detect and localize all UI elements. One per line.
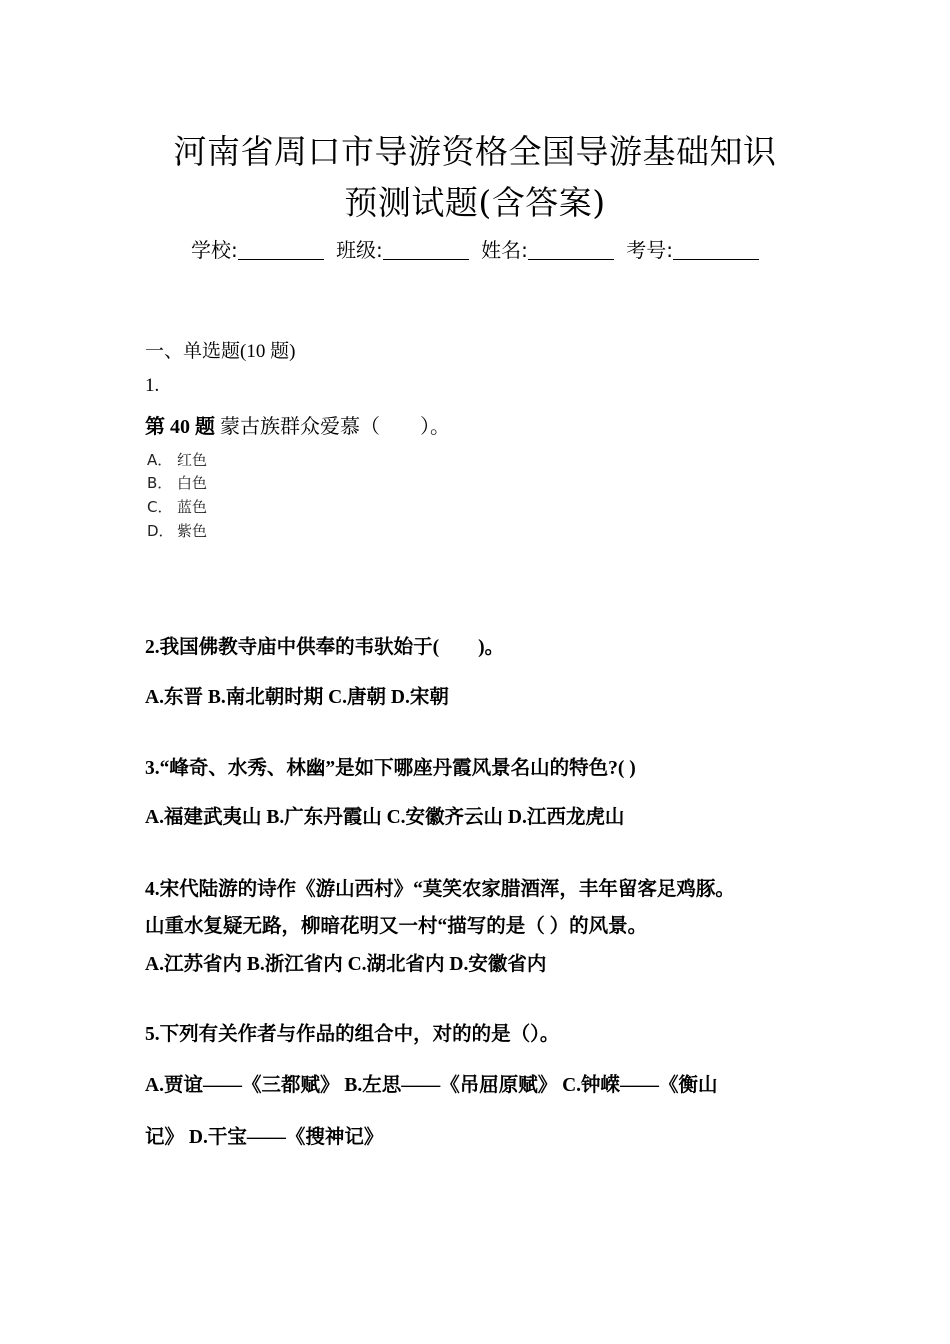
question-1-lead: 第 40 题 [145,416,215,438]
question-4-text-line-2: 山重水复疑无路，柳暗花明又一村“描写的是（ ）的风景。 [145,916,648,937]
class-blank [383,239,469,260]
option-key: B． [147,474,173,492]
option-text: 蓝色 [177,498,208,516]
student-info-row [0,235,950,265]
question-1-body: 蒙古族群众爱慕（ ）。 [215,416,450,438]
question-1-number: 1. [145,375,160,396]
option-key: A． [147,451,173,469]
question-4-answers: A.江苏省内 B.浙江省内 C.湖北省内 D.安徽省内 [145,954,547,975]
question-1-option-d [147,521,207,541]
question-3-answers: A.福建武夷山 B.广东丹霞山 C.安徽齐云山 D.江西龙虎山 [145,807,625,828]
question-1-text [145,410,450,439]
school-blank [238,239,324,260]
name-label: 姓名: [481,238,528,262]
question-1-option-a [147,450,207,470]
section-heading: 一、单选题(10 题) [145,341,296,362]
question-1-option-b [147,473,207,493]
option-key: D． [147,522,174,540]
option-text: 红色 [177,451,208,469]
class-field [336,238,469,262]
option-text: 紫色 [177,522,208,540]
page-title-line-2: 预测试题(含答案) [344,183,606,222]
question-2-answers: A.东晋 B.南北朝时期 C.唐朝 D.宋朝 [145,687,449,708]
question-4-text-line-1: 4.宋代陆游的诗作《游山西村》“莫笑农家腊酒浑，丰年留客足鸡豚。 [145,879,735,900]
option-text: 白色 [177,474,208,492]
question-5-text: 5.下列有关作者与作品的组合中，对的的是（）。 [145,1024,560,1045]
school-field [191,238,324,262]
number-field [626,238,759,262]
question-5-answers-line-1: A.贾谊——《三都赋》 B.左思——《吊屈原赋》 C.钟嵘——《衡山 [145,1075,718,1096]
option-key: C． [147,498,173,516]
question-3-text: 3.“峰奇、水秀、林幽”是如下哪座丹霞风景名山的特色?( ) [145,758,636,779]
question-2-text: 2.我国佛教寺庙中供奉的韦驮始于( )。 [145,637,505,658]
question-1-option-c [147,497,207,517]
question-5-answers-line-2: 记》 D.干宝——《搜神记》 [145,1127,384,1148]
name-blank [528,239,614,260]
school-label: 学校: [190,238,238,262]
page-title-line-1: 河南省周口市导游资格全国导游基础知识 [173,132,777,171]
number-label: 考号: [626,238,674,262]
number-blank [673,239,759,260]
class-label: 班级: [336,238,383,262]
name-field [481,238,614,262]
